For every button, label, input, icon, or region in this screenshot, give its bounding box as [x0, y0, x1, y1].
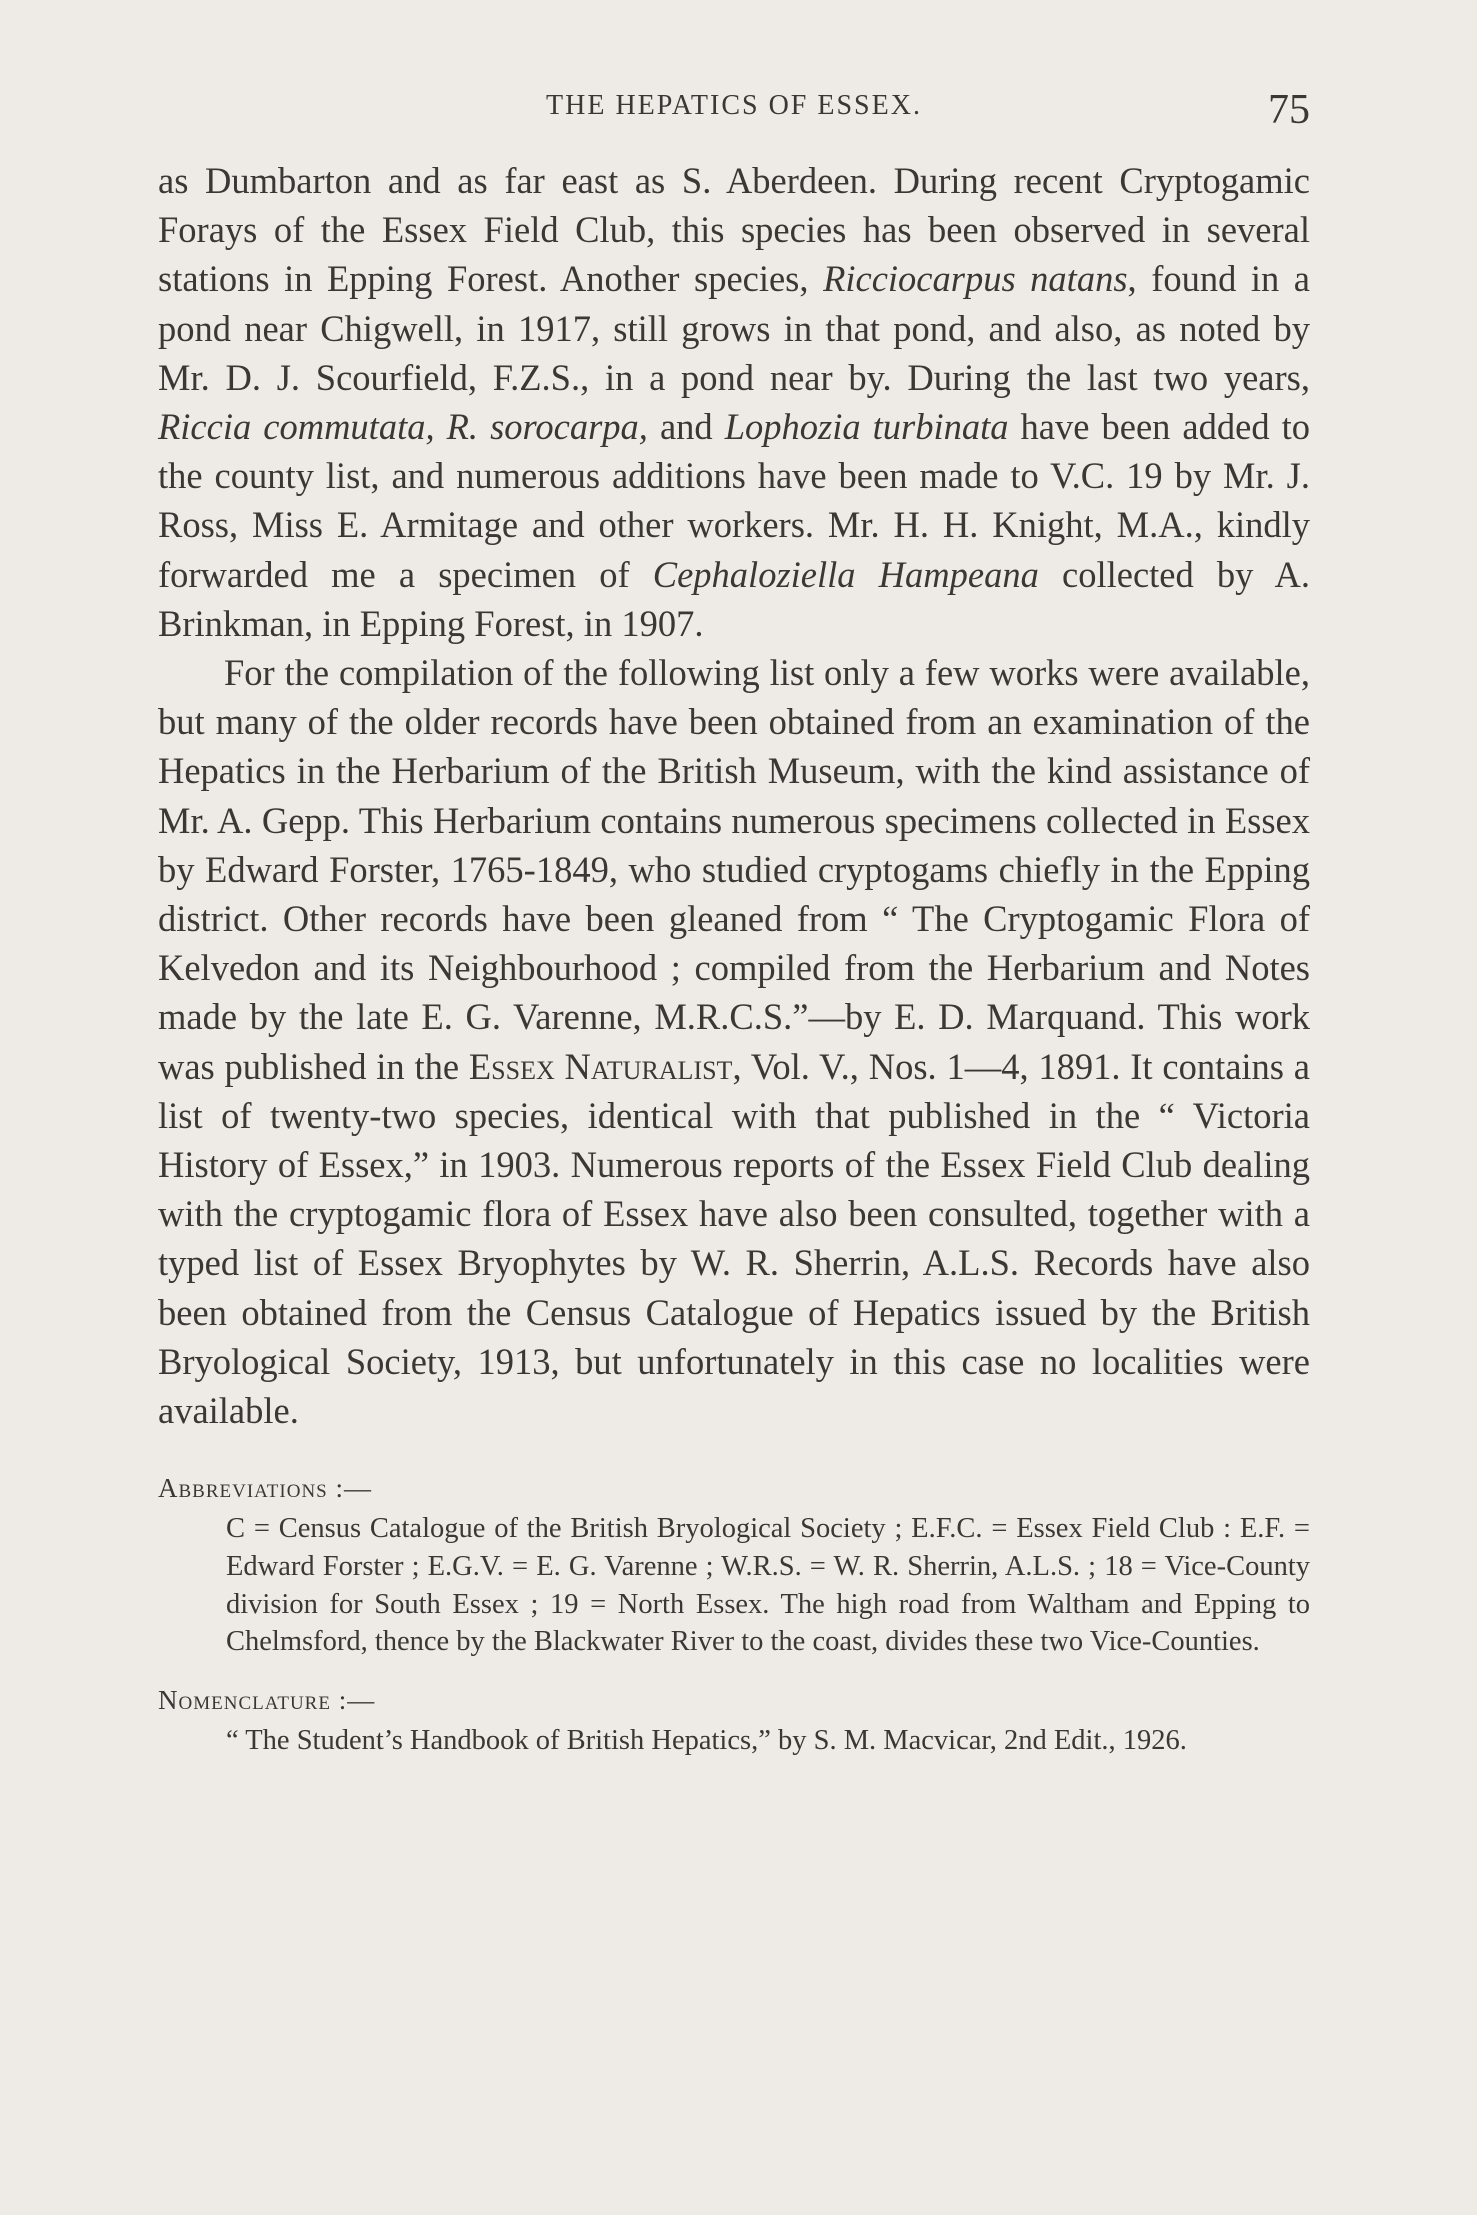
nomenclature-heading: Nomenclature :—: [158, 1685, 376, 1716]
book-page: [158, 86, 1310, 1760]
body-text: [158, 156, 1310, 1435]
journal-title: Essex Naturalist: [468, 1045, 733, 1087]
species-name: Riccia commutata, R. sorocarpa,: [158, 406, 648, 448]
text-run: , found in a pond near Chigwell, in 1917, still grows in that pond, and also, as noted by Mr. D. J. Scourfield, F.Z.S., in a pond near by. During the last two years,: [158, 258, 1311, 398]
text-run: have been added to the county list, and numerous additions have been made to V.C. 19 by Mr. J. Ross, Miss E. Armitage and other workers. Mr. H. H. Knight, M.A., kindly forwarded me a specimen of: [158, 406, 1311, 595]
species-name: Cephaloziella Hampeana: [652, 553, 1039, 595]
text-run: collected by A. Brinkman, in Epping Forest, in 1907.: [158, 553, 1311, 644]
paragraph-compilation: [158, 648, 1310, 1435]
page-number: 75: [1268, 87, 1310, 133]
paragraph-continuation: [158, 156, 1310, 648]
species-name: Ricciocarpus natans: [823, 258, 1128, 300]
species-name: Lophozia turbinata: [724, 406, 1009, 448]
nomenclature-text: “ The Student’s Handbook of British Hepatics,” by S. M. Macvicar, 2nd Edit., 1926.: [226, 1725, 1187, 1757]
text-run: and: [647, 406, 725, 448]
text-run: For the compilation of the following list only a few works were available, but many of the older records have been obtained from an examination of the Hepatics in the Herbarium of the British Museum, with the kind assistance of Mr. A. Gepp. This Herbarium contains numerous specimens collected in Essex by Edward Forster, 1765-1849, who studied cryptogams chiefly in the Epping district. Other records have been gleaned from “ The Cryptogamic Flora of Kelvedon and its Neighbourhood ; compiled from the Herbarium and Notes made by the late E. G. Varenne, M.R.C.S.”—by E. D. Marquand. This work was published in the: [158, 652, 1310, 1087]
running-head: [158, 86, 1310, 146]
running-title: THE HEPATICS OF ESSEX.: [546, 90, 922, 121]
abbreviations-heading: Abbreviations :—: [158, 1473, 372, 1504]
text-run: , Vol. V., Nos. 1—4, 1891. It contains a list of twenty-two species, identical with that published in the “ Victoria History of Essex,” in 1903. Numerous reports of the Essex Field Club dealing with the cryptogamic flora of Essex have also been consulted, together with a typed list of Essex Bryophytes by W. R. Sherrin, A.L.S. Records have also been obtained from the Census Catalogue of Hepatics issued by the British Bryological Society, 1913, but unfortunately in this case no localities were available.: [158, 1045, 1311, 1432]
text-run: as Dumbarton and as far east as S. Aberdeen. During recent Cryptogamic Forays of the Essex Field Club, this species has been observed in several stations in Epping Forest. Another species,: [158, 160, 1310, 300]
abbreviations-text: C = Census Catalogue of the British Bryological Society ; E.F.C. = Essex Field Club : E.F. = Edward Forster ; E.G.V. = E. G. Varenne ; W.R.S. = W. R. Sherrin, A.L.S. ; 18 = Vice-County division for South Essex ; 19 = North Essex. The high road from Waltham and Epping to Chelmsford, thence by the Blackwater River to the coast, divides these two Vice-Counties.: [226, 1513, 1310, 1658]
